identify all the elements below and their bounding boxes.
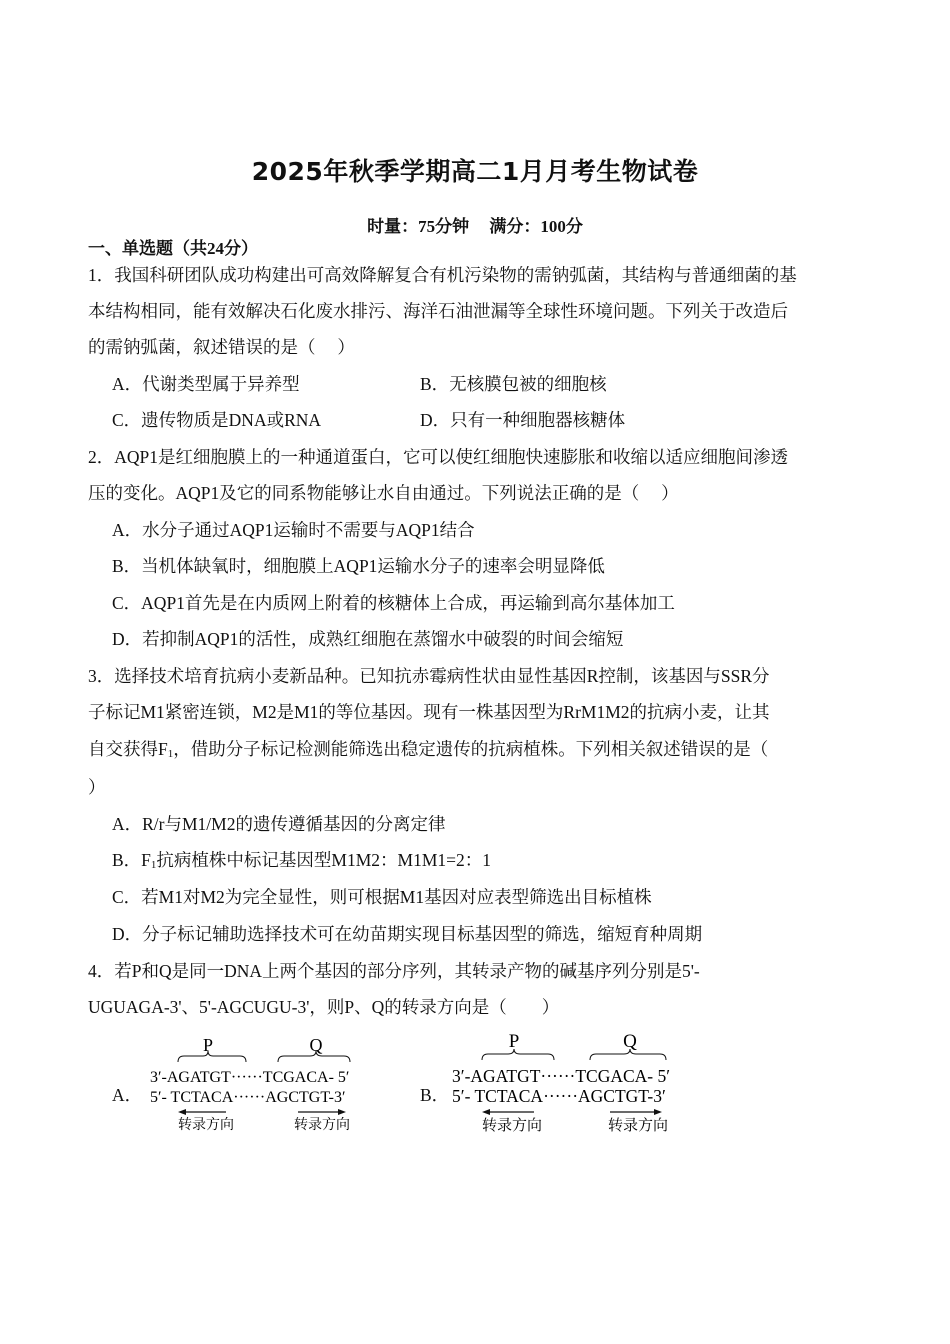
q1-option-d: D．只有一种细胞器核糖体 [420, 410, 626, 430]
q3-line3 [88, 736, 768, 761]
exam-score: 满分：100分 [489, 217, 583, 236]
q4-b-p-label: P [508, 1031, 520, 1052]
q4-b-q-label: Q [623, 1031, 637, 1052]
q3-line3-pre: 自交获得F [88, 739, 168, 759]
q4-option-b-diagram [450, 1026, 710, 1138]
q4-a-p-label: P [202, 1035, 214, 1055]
q2-option-d: D．若抑制AQP1的活性，成熟红细胞在蒸馏水中破裂的时间会缩短 [112, 629, 624, 649]
q3-b-post: 抗病植株中标记基因型M1M2：M1M1=2：1 [156, 850, 492, 870]
q3-option-a: A．R/r与M1/M2的遗传遵循基因的分离定律 [112, 814, 446, 834]
q4-option-a-diagram [148, 1030, 388, 1140]
q4-line1: 4．若P和Q是同一DNA上两个基因的部分序列，其转录产物的碱基序列分别是5'- [88, 961, 700, 981]
q3-option-b [112, 847, 491, 872]
q4-a-dir2: 转录方向 [294, 1118, 350, 1133]
q4-b-strand1: 3′-AGATGT······TCGACA- 5′ [452, 1066, 671, 1086]
section-heading: 一、单选题（共24分） [88, 239, 258, 258]
q4-b-arrow1-head [482, 1109, 490, 1115]
q1-option-a: A．代谢类型属于异养型 [112, 374, 300, 394]
q1-line3: 的需钠弧菌，叙述错误的是（ ） [88, 337, 355, 357]
q4-b-strand2: 5′- TCTACA······AGCTGT-3′ [452, 1086, 666, 1106]
q2-option-c: C．AQP1首先是在内质网上附着的核糖体上合成，再运输到高尔基体加工 [112, 593, 675, 613]
q4-b-dir2: 转录方向 [607, 1118, 669, 1134]
q1-option-b: B．无核膜包被的细胞核 [420, 374, 607, 394]
q4-line2: UGUAGA-3'、5'-AGCUGU-3'，则P、Q的转录方向是（ ） [88, 997, 560, 1017]
q4-b-arrow2-head [654, 1109, 662, 1115]
q3-option-c: C．若M1对M2为完全显性，则可根据M1基因对应表型筛选出目标植株 [112, 887, 652, 907]
q4-a-dir1: 转录方向 [178, 1118, 234, 1133]
q4-a-arrow2-head [338, 1109, 346, 1115]
q2-option-b: B．当机体缺氧时，细胞膜上AQP1运输水分子的速率会明显降低 [112, 556, 605, 576]
q3-line4: ） [88, 777, 106, 797]
q2-line1: 2．AQP1是红细胞膜上的一种通道蛋白，它可以使红细胞快速膨胀和收缩以适应细胞间渗透 [88, 447, 789, 467]
q1-option-c: C．遗传物质是DNA或RNA [112, 410, 322, 430]
q4-option-a-label: A． [112, 1085, 143, 1105]
q4-option-b-label: B． [420, 1085, 450, 1105]
q1-line2: 本结构相同，能有效解决石化废水排污、海洋石油泄漏等全球性环境问题。下列关于改造后 [88, 301, 788, 321]
q4-a-strand1: 3′-AGATGT······TCGACA- 5′ [150, 1069, 350, 1086]
q1-line1: 1．我国科研团队成功构建出可高效降解复合有机污染物的需钠弧菌，其结构与普通细菌的基 [88, 265, 797, 285]
q3-option-d: D．分子标记辅助选择技术可在幼苗期实现目标基因型的筛选，缩短育种周期 [112, 924, 703, 944]
q3-line1: 3．选择技术培育抗病小麦新品种。已知抗赤霉病性状由显性基因R控制，该基因与SSR分 [88, 666, 770, 686]
exam-time: 时量：75分钟 [367, 217, 470, 236]
q4-a-arrow1-head [178, 1109, 186, 1115]
q3-b-sub: 1 [150, 859, 157, 871]
q3-line3-sub: 1 [167, 748, 174, 760]
q3-line2: 子标记M1紧密连锁，M2是M1的等位基因。现有一株基因型为RrM1M2的抗病小麦，让其 [88, 702, 770, 722]
q2-line2: 压的变化。AQP1及它的同系物能够让水自由通过。下列说法正确的是（ ） [88, 483, 679, 503]
q4-a-q-label: Q [309, 1035, 323, 1055]
q2-option-a: A．水分子通过AQP1运输时不需要与AQP1结合 [112, 520, 475, 540]
q3-line3-post: ，借助分子标记检测能筛选出稳定遗传的抗病植株。下列相关叙述错误的是（ [173, 739, 769, 759]
q4-b-dir1: 转录方向 [481, 1118, 543, 1134]
q3-b-pre: B．F [112, 850, 151, 870]
q4-a-strand2: 5′- TCTACA······AGCTGT-3′ [150, 1089, 346, 1106]
exam-title: 2025年秋季学期高二1月月考生物试卷 [251, 157, 699, 186]
